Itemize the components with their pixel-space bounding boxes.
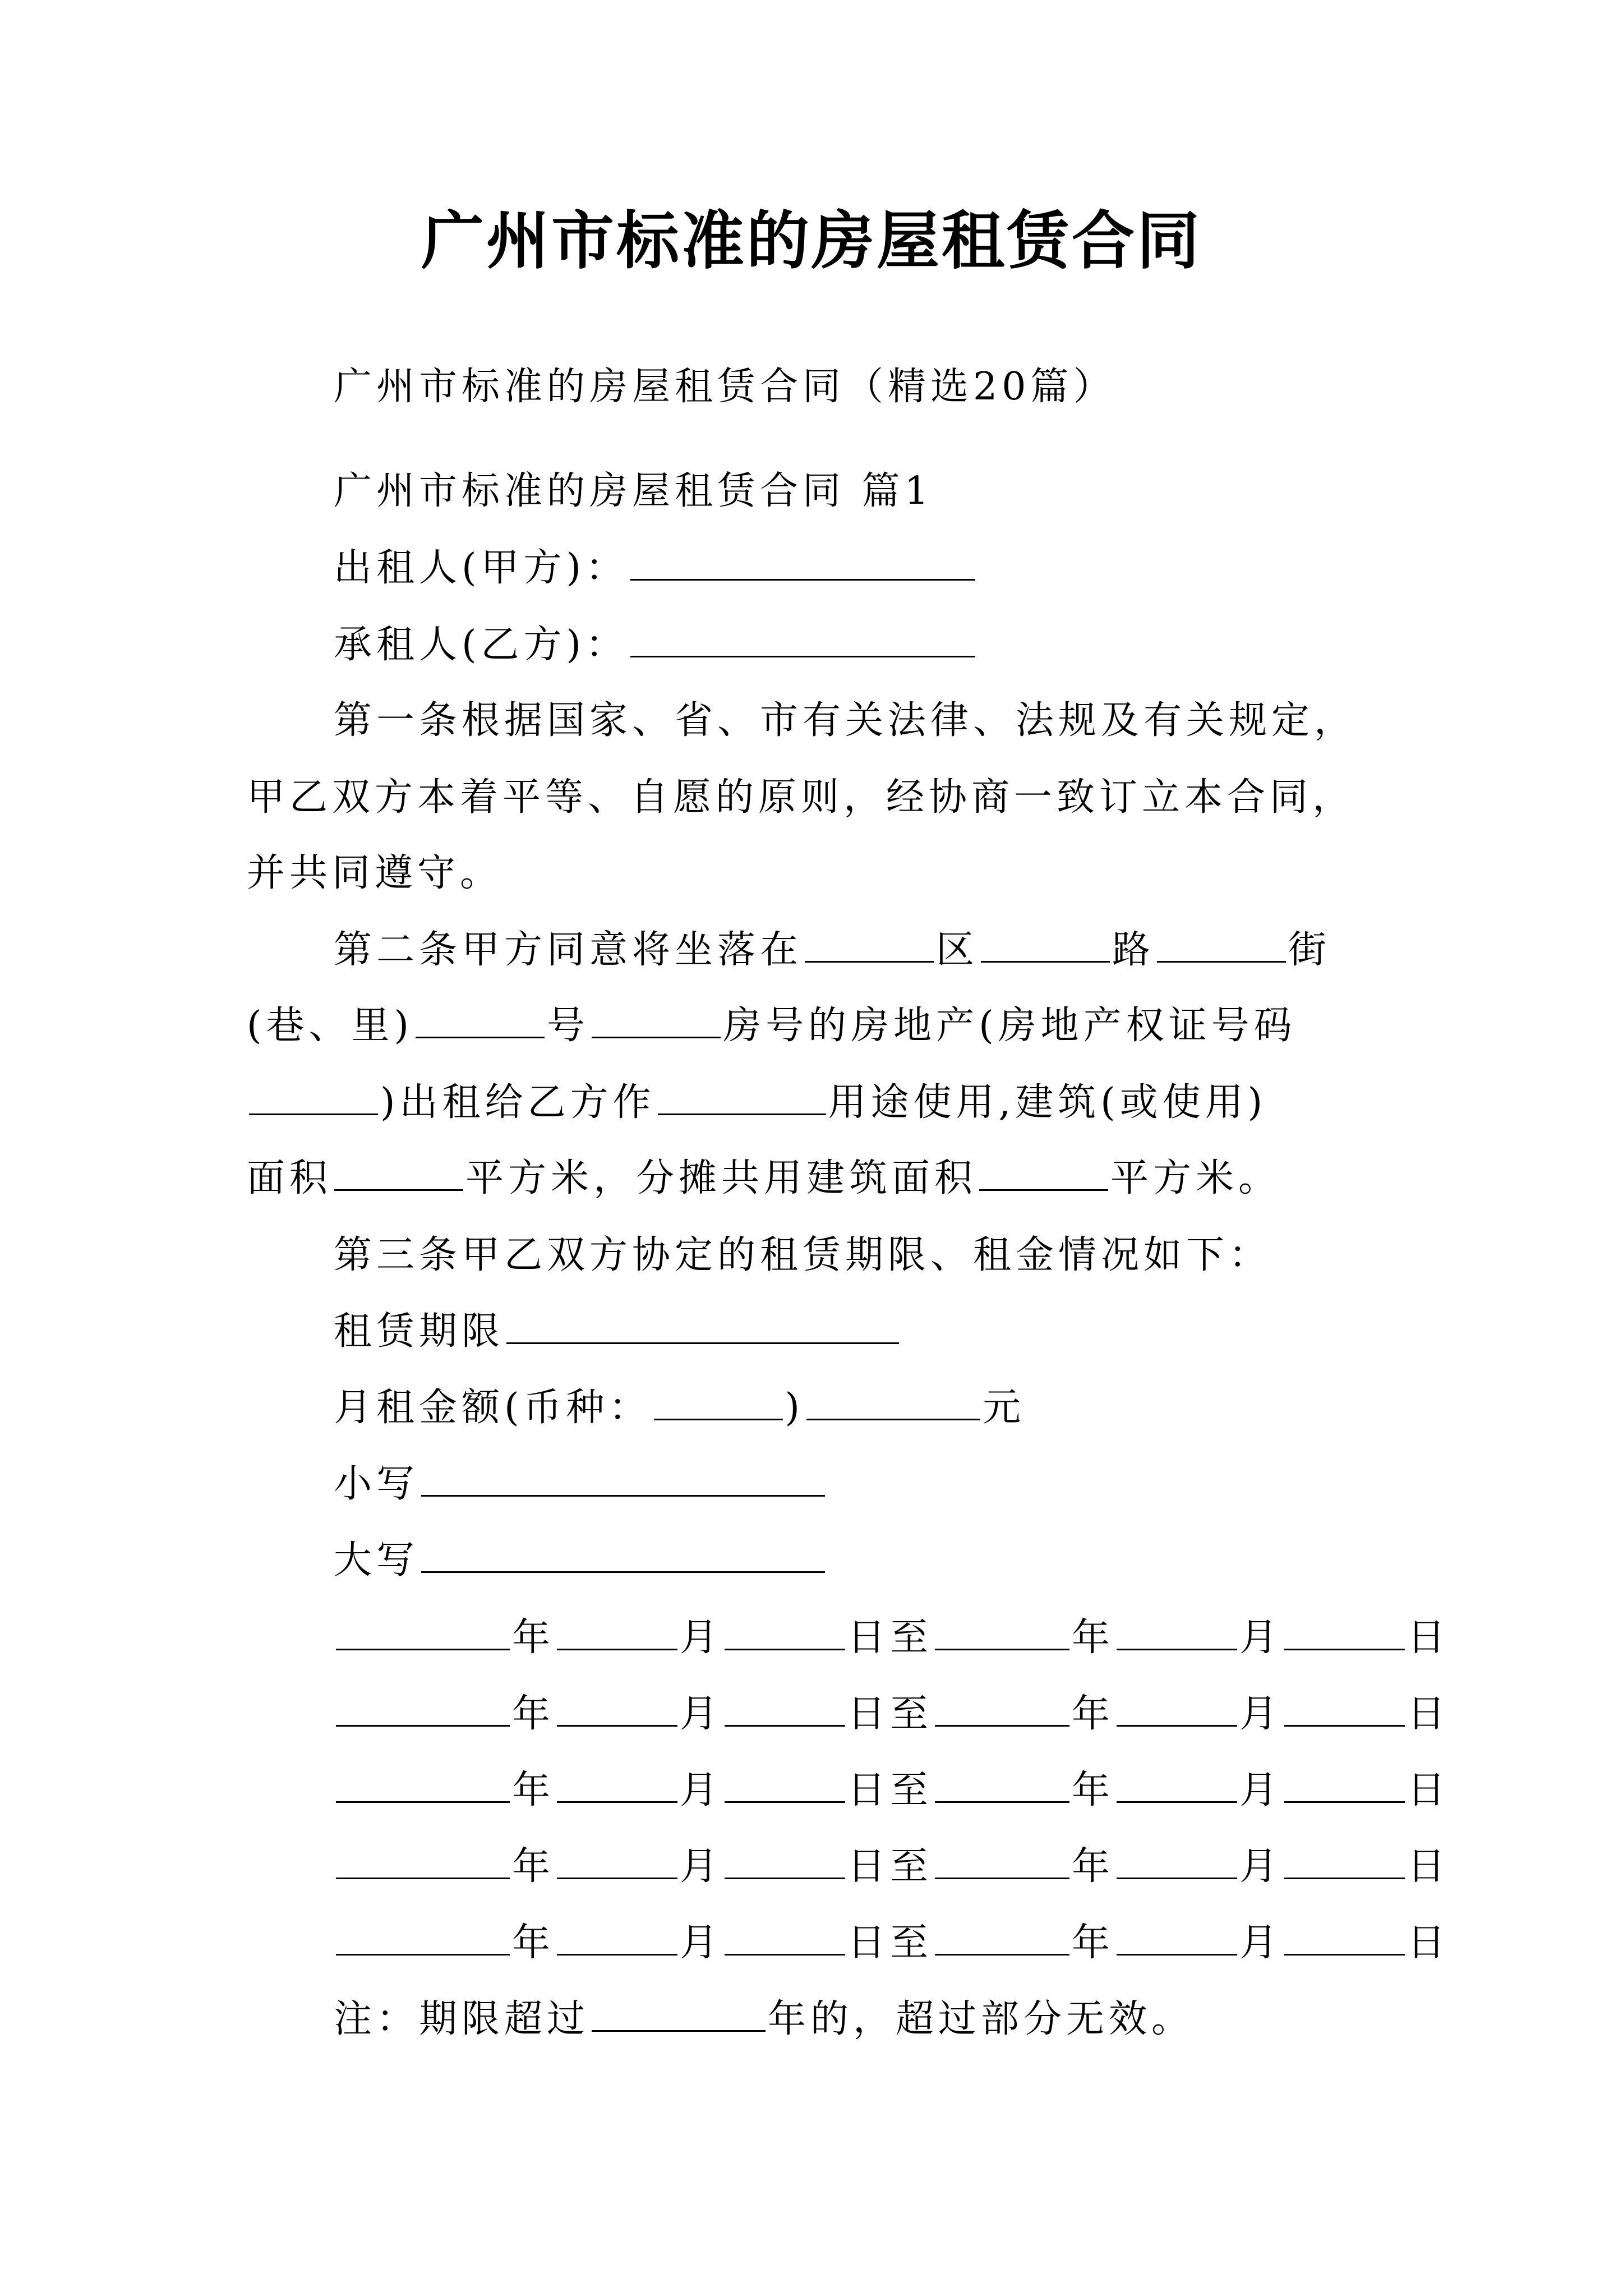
start-day-blank xyxy=(725,1844,845,1879)
end-day-blank xyxy=(1284,1844,1405,1879)
article2-text: 区 xyxy=(936,928,979,972)
day-to-label: 日至 xyxy=(847,1844,933,1889)
article2-text: 房号的房地产(房地产权证号码 xyxy=(723,1004,1297,1048)
article2-line4 xyxy=(247,1151,1281,1207)
start-year-blank xyxy=(336,1768,510,1803)
rent-line xyxy=(334,1380,1025,1436)
date-range-row xyxy=(334,1915,1450,1971)
end-day-blank xyxy=(1284,1768,1405,1803)
number-blank xyxy=(416,1003,545,1038)
term-blank xyxy=(506,1309,899,1344)
month-label: 月 xyxy=(1239,1844,1283,1889)
start-day-blank xyxy=(725,1920,845,1955)
end-day-blank xyxy=(1284,1691,1405,1727)
year-label: 年 xyxy=(1072,1921,1115,1965)
lower-amount-line xyxy=(334,1456,827,1512)
end-year-blank xyxy=(935,1844,1069,1879)
article2-text: 路 xyxy=(1112,928,1155,972)
rent-unit: 元 xyxy=(983,1386,1026,1430)
rent-amount-blank xyxy=(806,1385,980,1420)
shared-area-blank xyxy=(979,1156,1108,1191)
start-year-blank xyxy=(336,1920,510,1955)
lessee-line xyxy=(334,617,978,673)
year-label: 年 xyxy=(512,1616,555,1660)
article2-text: 街 xyxy=(1288,928,1331,972)
end-year-blank xyxy=(935,1768,1069,1803)
day-label: 日 xyxy=(1407,1692,1450,1736)
article1-line1: 第一条根据国家、省、市有关法律、法规及有关规定， xyxy=(334,698,1357,743)
upper-label: 大写 xyxy=(334,1538,419,1582)
lower-label: 小写 xyxy=(334,1462,419,1506)
start-month-blank xyxy=(557,1768,677,1803)
day-to-label: 日至 xyxy=(847,1768,933,1812)
end-year-blank xyxy=(935,1920,1069,1955)
date-range-row xyxy=(334,1686,1450,1742)
day-label: 日 xyxy=(1407,1844,1450,1889)
day-to-label: 日至 xyxy=(847,1616,933,1660)
article3-intro: 第三条甲乙双方协定的租赁期限、租金情况如下： xyxy=(334,1233,1272,1277)
month-label: 月 xyxy=(680,1768,723,1812)
term-label: 租赁期限 xyxy=(334,1309,505,1354)
district-blank xyxy=(805,927,934,963)
end-year-blank xyxy=(935,1615,1069,1650)
currency-blank xyxy=(654,1385,783,1420)
street-blank xyxy=(1157,927,1286,963)
document-subtitle: 广州市标准的房屋租赁合同（精选20篇） xyxy=(334,365,1116,409)
year-label: 年 xyxy=(512,1692,555,1736)
note-prefix: 注：期限超过 xyxy=(334,1997,590,2041)
date-range-row xyxy=(334,1839,1450,1895)
start-month-blank xyxy=(557,1691,677,1727)
month-label: 月 xyxy=(680,1692,723,1736)
year-label: 年 xyxy=(1072,1616,1115,1660)
article2-text: 用途使用,建筑(或使用) xyxy=(828,1080,1267,1125)
year-label: 年 xyxy=(512,1921,555,1965)
end-month-blank xyxy=(1117,1768,1237,1803)
area-blank xyxy=(334,1156,463,1191)
certificate-blank xyxy=(249,1080,378,1115)
note-years-blank xyxy=(592,1996,766,2032)
month-label: 月 xyxy=(1239,1692,1283,1736)
day-label: 日 xyxy=(1407,1768,1450,1812)
start-day-blank xyxy=(725,1615,845,1650)
year-label: 年 xyxy=(1072,1844,1115,1889)
end-month-blank xyxy=(1117,1691,1237,1727)
article2-line2 xyxy=(247,998,1297,1054)
section-heading: 广州市标准的房屋租赁合同 篇1 xyxy=(334,469,933,513)
start-year-blank xyxy=(336,1691,510,1727)
lessee-blank xyxy=(630,622,975,657)
date-range-row xyxy=(334,1610,1450,1666)
lessee-label: 承租人(乙方)： xyxy=(334,623,629,667)
article2-text: 号 xyxy=(547,1004,590,1048)
year-label: 年 xyxy=(512,1768,555,1812)
usage-blank xyxy=(658,1080,826,1115)
month-label: 月 xyxy=(680,1616,723,1660)
article2-line3 xyxy=(247,1075,1267,1131)
end-day-blank xyxy=(1284,1920,1405,1955)
start-year-blank xyxy=(336,1615,510,1650)
road-blank xyxy=(981,927,1110,963)
year-label: 年 xyxy=(1072,1768,1115,1812)
upper-amount-blank xyxy=(421,1538,825,1573)
note-suffix: 年的，超过部分无效。 xyxy=(768,1997,1195,2041)
article2-text: 平方米，分摊共用建筑面积 xyxy=(465,1156,978,1200)
room-blank xyxy=(592,1003,721,1038)
start-year-blank xyxy=(336,1844,510,1879)
day-to-label: 日至 xyxy=(847,1921,933,1965)
month-label: 月 xyxy=(680,1921,723,1965)
lessor-label: 出租人(甲方)： xyxy=(334,546,629,590)
rent-label: 月租金额(币种： xyxy=(334,1386,652,1430)
article2-text: (巷、里) xyxy=(247,1004,414,1048)
day-to-label: 日至 xyxy=(847,1692,933,1736)
note-line xyxy=(334,1991,1194,2047)
month-label: 月 xyxy=(1239,1616,1283,1660)
start-month-blank xyxy=(557,1615,677,1650)
article2-line1 xyxy=(334,922,1331,978)
lessor-blank xyxy=(630,545,975,581)
start-day-blank xyxy=(725,1691,845,1727)
lessor-line xyxy=(334,540,978,596)
article2-text: 面积 xyxy=(247,1156,333,1200)
term-line xyxy=(334,1304,901,1360)
day-label: 日 xyxy=(1407,1616,1450,1660)
end-year-blank xyxy=(935,1691,1069,1727)
start-day-blank xyxy=(725,1768,845,1803)
end-month-blank xyxy=(1117,1844,1237,1879)
article2-text: )出租给乙方作 xyxy=(380,1080,656,1125)
start-month-blank xyxy=(557,1920,677,1955)
month-label: 月 xyxy=(1239,1921,1283,1965)
end-month-blank xyxy=(1117,1920,1237,1955)
end-month-blank xyxy=(1117,1615,1237,1650)
month-label: 月 xyxy=(680,1844,723,1889)
article1-line2: 甲乙双方本着平等、自愿的原则，经协商一致订立本合同， xyxy=(247,775,1355,820)
date-range-row xyxy=(334,1763,1450,1819)
document-title: 广州市标准的房屋租赁合同 xyxy=(421,204,1202,278)
year-label: 年 xyxy=(512,1844,555,1889)
article2-text: 第二条甲方同意将坐落在 xyxy=(334,928,803,972)
year-label: 年 xyxy=(1072,1692,1115,1736)
lower-amount-blank xyxy=(421,1461,825,1497)
month-label: 月 xyxy=(1239,1768,1283,1812)
article2-text: 平方米。 xyxy=(1110,1156,1281,1200)
rent-close: ) xyxy=(785,1386,805,1430)
upper-amount-line xyxy=(334,1533,827,1589)
day-label: 日 xyxy=(1407,1921,1450,1965)
start-month-blank xyxy=(557,1844,677,1879)
end-day-blank xyxy=(1284,1615,1405,1650)
article1-line3: 并共同遵守。 xyxy=(247,851,503,895)
